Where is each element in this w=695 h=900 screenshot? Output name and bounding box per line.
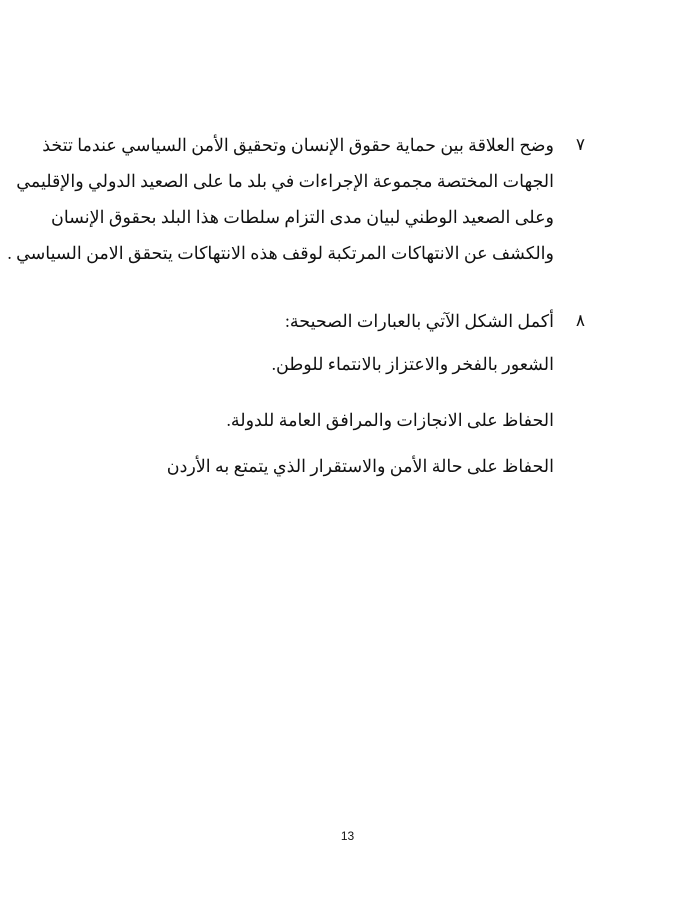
- answer-item-3: الحفاظ على حالة الأمن والاستقرار الذي يتمتع به الأردن: [166, 456, 554, 476]
- question-7-line-3: وعلى الصعيد الوطني لبيان مدى التزام سلطات هذا البلد بحقوق الإنسان: [51, 207, 554, 227]
- answer-item-2: الحفاظ على الانجازات والمرافق العامة للدولة.: [226, 410, 554, 430]
- answer-item-1: الشعور بالفخر والاعتزاز بالانتماء للوطن.: [271, 354, 554, 374]
- question-7-line-2: الجهات المختصة مجموعة الإجراءات في بلد ما على الصعيد الدولي والإقليمي: [16, 171, 554, 191]
- question-7-line-4: والكشف عن الانتهاكات المرتكبة لوقف هذه الانتهاكات يتحقق الامن السياسي .: [7, 243, 554, 263]
- question-7-line-1: وضح العلاقة بين حماية حقوق الإنسان وتحقيق الأمن السياسي عندما تتخذ: [42, 135, 554, 155]
- question-8-number: ٨: [575, 311, 585, 330]
- question-7-number: ٧: [575, 135, 585, 154]
- question-8-prompt: أكمل الشكل الآتي بالعبارات الصحيحة:: [285, 311, 554, 331]
- page-number: 13: [340, 829, 355, 843]
